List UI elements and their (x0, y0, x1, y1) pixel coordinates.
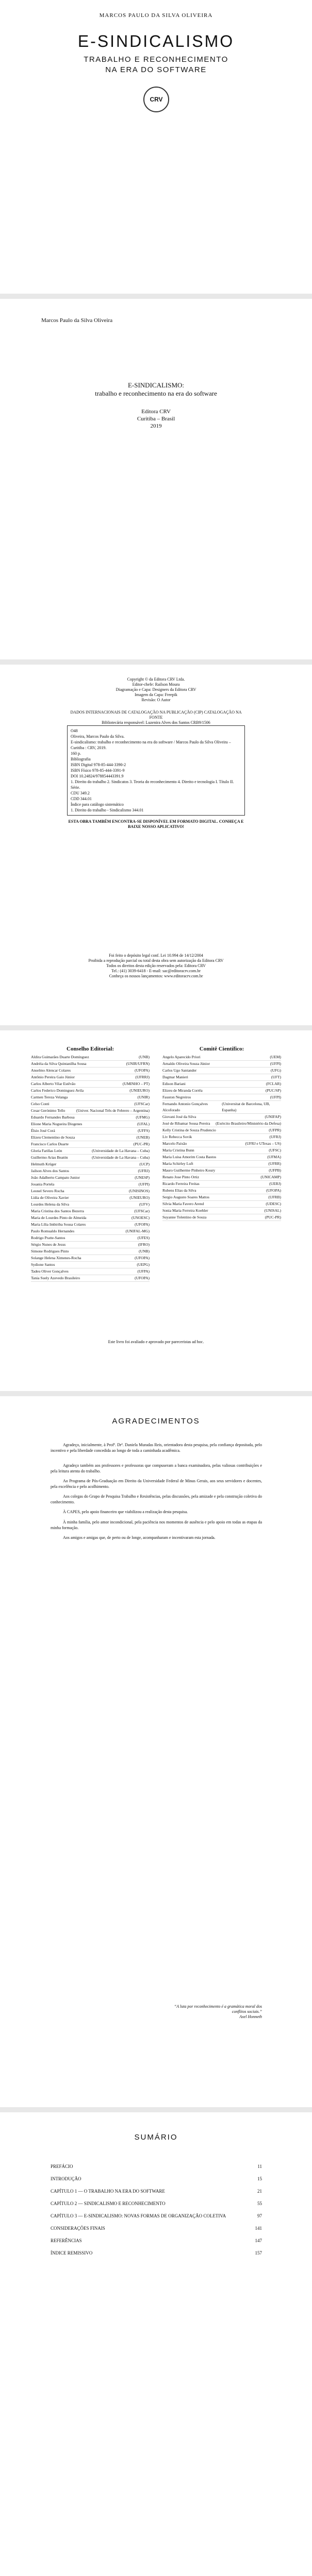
council-member-row (31, 1228, 150, 1235)
council-member-row (31, 1061, 150, 1067)
toc-entry[interactable] (51, 2201, 262, 2207)
cip-line: CDD 344.01 (71, 796, 92, 801)
council-member-name: Maria Lília Imbiriba Sousa Colares (31, 1222, 86, 1227)
council-member-row (31, 1067, 150, 1074)
epigraph-text: “A luta por reconhecimento é a gramática moral dos conflitos sociais.” (174, 2004, 262, 2014)
council-member-name: Suyanne Tolentino de Souza (162, 1215, 207, 1219)
council-member-name: Anselmo Alencar Colares (31, 1068, 71, 1073)
scientific-committee (162, 1046, 281, 1221)
acknowledgements-paragraph: À minha família, pelo amor incondicional, pela paciência nos momentos de ausência e pelo apoio em todas as etapas da minha formação. (51, 1520, 262, 1530)
council-member-row (162, 1088, 281, 1094)
cip-line: Bibliografia (71, 757, 91, 761)
council-member-affiliation: (UFAL) (137, 1122, 150, 1126)
cover-author: MARCOS PAULO DA SILVA OLIVEIRA (99, 12, 213, 19)
council-member-affiliation: (UFES) (137, 1235, 150, 1240)
council-member-affiliation: (UFOPA) (135, 1222, 150, 1227)
council-member-row (162, 1074, 281, 1081)
council-member-row (31, 1222, 150, 1228)
half-title-subtitle: trabalho e reconhecimento na era do software (95, 389, 217, 397)
council-member-affiliation: (UFPB) (269, 1168, 281, 1173)
council-member-name: Élsio José Corá (31, 1128, 55, 1133)
council-member-row (31, 1201, 150, 1208)
council-member-affiliation: (UFOPA) (135, 1256, 150, 1260)
council-member-name: Carlos Alberto Vilar Estêvão (31, 1081, 76, 1086)
council-member-row (31, 1088, 150, 1094)
cip-line: DOI 10.24824/978854443391.9 (71, 774, 124, 778)
council-member-row (31, 1108, 150, 1114)
page-separator (0, 1391, 312, 1396)
council-member-name: Carlos Ugo Santander (162, 1068, 197, 1073)
editorial-council-title: Conselho Editorial: (67, 1046, 114, 1052)
council-member-row (31, 1248, 150, 1255)
councils-page (0, 1030, 312, 1391)
council-member-affiliation: (UCP) (139, 1162, 150, 1166)
council-member-row (31, 1175, 150, 1181)
toc-entry-page: 157 (255, 2250, 262, 2256)
editorial-council (31, 1046, 150, 1282)
council-member-name: Aldira Guimarães Duarte Domínguez (31, 1055, 89, 1059)
council-member-affiliation: (UNIFAL-MG) (125, 1229, 150, 1233)
toc-entry-page: 11 (257, 2164, 262, 2169)
toc-entry[interactable] (51, 2189, 262, 2194)
council-member-name: Solange Helena Ximenes-Rocha (31, 1256, 81, 1260)
council-member-affiliation: (UNISINOS) (129, 1189, 150, 1193)
half-title-publisher-block (0, 408, 312, 430)
acknowledgements-paragraph: Agradeço, inicialmente, à Profª. Drª. Daniela Muradas Reis, orientadora desta pesquisa, pela confiança depositada, pelo incentivo e pela liberdade concedida ao longo de toda a caminhada acadêmica. (51, 1443, 262, 1453)
council-member-row (162, 1167, 281, 1174)
council-member-name: Lídia de Oliveira Xavier (31, 1195, 69, 1200)
council-member-name: Eduardo Fernandes Barbosa (31, 1115, 75, 1120)
peer-review-note: Este livro foi avaliado e aprovado por pareceristas ad hoc. (108, 1340, 204, 1344)
council-member-affiliation: (UNESP) (135, 1175, 150, 1180)
council-member-name: Marcelo Paixão (162, 1141, 187, 1146)
publisher-name: Editora CRV (141, 409, 171, 415)
council-member-affiliation: (UFOPA) (266, 1188, 281, 1193)
council-member-name: Simone Rodrigues Pinto (31, 1249, 69, 1253)
council-member-name: Francisco Carlos Duarte (31, 1142, 69, 1146)
cover-page (0, 0, 312, 294)
council-member-row (162, 1061, 281, 1067)
council-member-row (31, 1101, 150, 1108)
council-member-row (31, 1255, 150, 1262)
epigraph (170, 2004, 262, 2020)
council-member-affiliation: (FCLAR) (266, 1081, 281, 1086)
council-member-row (31, 1155, 150, 1161)
half-title-author: Marcos Paulo da Silva Oliveira (41, 317, 113, 324)
legal-line: Proibida a reprodução parcial ou total desta obra sem autorização da Editora CRV (88, 958, 224, 963)
council-member-row (31, 1094, 150, 1101)
toc-entry-label: INTRODUÇÃO (51, 2176, 81, 2181)
council-member-name: Paulo Romualdo Hernandes (31, 1229, 75, 1233)
council-member-row (31, 1081, 150, 1088)
acknowledgements-paragraph: Aos colegas do Grupo de Pesquisa Trabalho e Resistências, pelas discussões, pela amizade e pela construção coletiva do conhecimento. (51, 1494, 262, 1504)
council-member-row (31, 1181, 150, 1188)
council-member-affiliation: (UFPI) (270, 1095, 281, 1099)
council-member-affiliation: (UFRJ) (269, 1134, 281, 1139)
toc-entry-label: CAPÍTULO 1 — O TRABALHO NA ERA DO SOFTWARE (51, 2189, 165, 2194)
acknowledgements-paragraph: Ao Programa de Pós-Graduação em Direito da Universidade Federal de Minas Gerais, aos seus servidores e docentes, pela excelência e pelo acolhimento. (51, 1479, 262, 1489)
page-separator (0, 2107, 312, 2112)
council-member-row (31, 1121, 150, 1128)
council-member-name: Maria Schirley Luft (162, 1161, 193, 1166)
council-member-affiliation: (UFRR) (268, 1161, 281, 1166)
council-member-row (31, 1262, 150, 1268)
cip-line: O48 (71, 728, 78, 733)
cover-subtitle-line-2: NA ERA DO SOFTWARE (105, 65, 207, 74)
credit-line: Imagem da Capa: Freepik (135, 692, 177, 697)
council-member-name: Sérgio Nunes de Jesus (31, 1242, 66, 1247)
cip-heading (67, 710, 245, 725)
cip-line: 160 p. (71, 751, 81, 756)
council-member-name: Leonel Severo Rocha (31, 1189, 64, 1193)
council-member-row (31, 1148, 150, 1155)
council-member-row (162, 1188, 281, 1194)
credit-line: Diagramação e Capa: Designers da Editora CRV (116, 687, 196, 692)
council-member-affiliation: (Univer. Nacional Três de Febrero – Argentina) (76, 1108, 150, 1113)
cip-line: Oliveira, Marcos Paulo da Silva. (71, 734, 125, 739)
council-member-affiliation: (UFMA) (267, 1155, 281, 1159)
toc-entry[interactable] (51, 2238, 262, 2244)
council-member-affiliation: (UFPI) (138, 1182, 150, 1187)
council-member-name: José de Ribamar Sousa Pereira (162, 1121, 210, 1126)
council-member-row (162, 1114, 281, 1121)
council-member-row (31, 1141, 150, 1148)
council-member-row (162, 1067, 281, 1074)
council-member-affiliation: (UNB) (139, 1055, 150, 1059)
council-member-row (31, 1195, 150, 1201)
toc-entry[interactable] (51, 2213, 262, 2219)
council-member-row (162, 1194, 281, 1201)
council-member-affiliation: (UFSCar) (134, 1209, 150, 1213)
council-member-row (162, 1181, 281, 1188)
cip-librarian: Bibliotecária responsável: Luzenira Alves dos Santos CRB9/1506 (102, 720, 210, 725)
toc-entry[interactable] (51, 2176, 262, 2182)
council-member-affiliation: (UNIFAP) (265, 1114, 281, 1119)
council-member-row (162, 1121, 281, 1127)
council-member-name: Carmen Tereza Velanga (31, 1095, 68, 1099)
council-member-name: Jailson Alves dos Santos (31, 1168, 69, 1173)
cip-record-box (67, 725, 245, 816)
council-member-row (31, 1134, 150, 1141)
council-member-affiliation: (UFSCar) (134, 1101, 150, 1106)
publisher-city: Curitiba – Brasil (137, 416, 175, 422)
acknowledgements-title: AGRADECIMENTOS (112, 1417, 200, 1426)
council-member-name: Giovani José da Silva (162, 1114, 196, 1119)
toc-title: SUMÁRIO (134, 2133, 178, 2142)
council-member-affiliation: (UNIEURO) (129, 1088, 150, 1093)
council-member-row (31, 1161, 150, 1168)
legal-line: Todos os direitos desta edição reservados pela: Editora CRV (106, 963, 206, 968)
half-title-page (0, 299, 312, 659)
council-member-row (162, 1094, 281, 1101)
council-member-name: Helmuth Krüger (31, 1162, 57, 1166)
council-member-name: Liv Rebecca Sovik (162, 1134, 192, 1139)
council-member-affiliation: (UEPG) (137, 1262, 150, 1267)
toc-entry[interactable] (51, 2164, 262, 2170)
council-member-row (162, 1127, 281, 1134)
council-member-row (162, 1081, 281, 1088)
council-member-name: Josania Portela (31, 1182, 55, 1187)
publication-year: 2019 (150, 423, 162, 429)
toc-entry-label: REFERÊNCIAS (51, 2238, 82, 2243)
council-member-name: Lourdes Helena da Silva (31, 1202, 69, 1207)
council-member-name: Arnaldo Oliveira Souza Júnior (162, 1061, 210, 1066)
council-member-affiliation: (UFRB) (268, 1195, 281, 1199)
council-member-affiliation: (UFV) (139, 1202, 150, 1207)
cip-line: ISBN Físico 978-85-444-3391-9 (71, 768, 125, 773)
council-member-affiliation: (UNIR) (137, 1095, 150, 1099)
council-member-row (31, 1268, 150, 1275)
toc-entry[interactable] (51, 2226, 262, 2231)
council-member-name: Rubens Elias da Silva (162, 1188, 196, 1193)
publisher-logo: CRV (143, 87, 169, 112)
legal-footer (67, 953, 245, 979)
credit-line: Copyright © da Editora CRV Ltda. (127, 677, 185, 682)
toc-entry-label: PREFÁCIO (51, 2164, 73, 2169)
council-member-row (162, 1054, 281, 1061)
legal-line: Foi feito o depósito legal conf. Lei 10.994 de 14/12/2004 (109, 953, 203, 958)
council-member-row (31, 1168, 150, 1175)
council-member-row (162, 1154, 281, 1161)
cip-line: Índice para catálogo sistemático (71, 802, 124, 807)
council-member-affiliation: (UFRJ e UTexas – US) (245, 1141, 281, 1146)
council-member-affiliation: (UEM) (270, 1055, 281, 1059)
cip-heading-text: DADOS INTERNACIONAIS DE CATALOGAÇÃO NA PUBLICAÇÃO (CIP) CATALOGAÇÃO NA FONTE (70, 710, 242, 720)
council-member-name: Gloria Fariñas León (31, 1148, 62, 1153)
council-member-name: Sergio Augusto Soares Mattos (162, 1195, 209, 1199)
cip-line: CDU 349.2 (71, 791, 90, 795)
council-member-row (31, 1054, 150, 1061)
scientific-committee-list (162, 1054, 281, 1221)
acknowledgements-paragraph: À CAPES, pelo apoio financeiro que viabilizou a realização desta pesquisa. (63, 1510, 188, 1514)
council-member-name: Sonia Maria Ferreira Koehler (162, 1208, 208, 1213)
council-member-name: Maria de Lourdes Pinto de Almeida (31, 1215, 87, 1220)
cover-title: E-SINDICALISMO (77, 32, 235, 50)
council-member-affiliation: (Universidade de La Havana – Cuba) (92, 1148, 150, 1153)
council-member-affiliation: (UMINHO – PT) (122, 1081, 150, 1086)
council-member-name: Angelo Aparecido Priori (162, 1055, 201, 1059)
toc-entry-page: 141 (255, 2226, 262, 2231)
council-member-name: Maria Cristina Bunn (162, 1148, 194, 1153)
council-member-row (31, 1128, 150, 1134)
council-member-row (31, 1114, 150, 1121)
council-member-row (31, 1275, 150, 1282)
council-member-name: Elione Maria Nogueira Diogenes (31, 1122, 83, 1126)
council-member-name: Renato Jose Pinto Ortiz (162, 1175, 200, 1179)
council-member-name: Elizeu Clementino de Souza (31, 1135, 75, 1140)
council-member-affiliation: (Exército Brasileiro/Ministério da Defesa) (216, 1121, 281, 1126)
toc-entry-label: CAPÍTULO 3 — E-SINDICALISMO: NOVAS FORMAS DE ORGANIZAÇÃO COLETIVA (51, 2213, 226, 2218)
council-member-name: Mauro Guilherme Pinheiro Koury (162, 1168, 216, 1173)
council-member-row (162, 1147, 281, 1154)
cip-line: 1. Direito do trabalho 2. Sindicatos 3. Teoria do reconhecimento 4. Direito e tecnologia I. Título II. Série. (71, 779, 234, 790)
council-member-affiliation: (Universitat de Barcelona, UB, Espanha) (222, 1101, 270, 1112)
council-member-name: Maria Luisa Amorim Costa Bastos (162, 1155, 217, 1159)
council-member-affiliation: (UFOPA) (135, 1068, 150, 1073)
scientific-committee-title: Comitê Científico: (199, 1046, 244, 1052)
council-member-row (31, 1242, 150, 1248)
council-member-name: Andréia da Silva Quintanilha Sousa (31, 1061, 87, 1066)
cip-line: 1. Direito do trabalho - Sindicalismo 344.01 (71, 808, 144, 812)
credit-line: Revisão: O Autor (141, 698, 171, 702)
council-member-affiliation: (UNOESC) (132, 1215, 150, 1220)
council-member-affiliation: (IFRO) (138, 1242, 150, 1247)
council-member-affiliation: (UNICAMP) (260, 1175, 281, 1179)
council-member-affiliation: (UFPR) (269, 1128, 281, 1132)
toc-entry-label: ÍNDICE REMISSIVO (51, 2250, 93, 2256)
council-member-row (31, 1074, 150, 1081)
council-member-affiliation: (UERJ) (269, 1181, 281, 1186)
page-separator (0, 294, 312, 299)
editorial-council-list (31, 1054, 150, 1282)
council-member-affiliation: (UFT) (271, 1075, 281, 1079)
council-member-row (162, 1208, 281, 1214)
council-member-row (31, 1215, 150, 1222)
council-member-affiliation: (UFMG) (136, 1115, 150, 1120)
toc-entry-page: 15 (257, 2176, 262, 2181)
council-member-row (162, 1134, 281, 1141)
council-member-name: Tadeu Oliver Gonçalves (31, 1269, 69, 1274)
council-member-name: Sydione Santos (31, 1262, 55, 1267)
toc-entry[interactable] (51, 2250, 262, 2256)
council-member-name: Cesar Gerónimo Tello (31, 1108, 65, 1113)
council-member-affiliation: (UFPI) (270, 1061, 281, 1066)
page-separator (0, 659, 312, 665)
council-member-row (31, 1208, 150, 1215)
acknowledgements-paragraph: Agradeço também aos professores e professoras que compuseram a banca examinadora, pelas valiosas contribuições e pela leitura atenta do trabalho. (51, 1463, 262, 1473)
cover-subtitle (0, 55, 312, 75)
council-member-name: João Adalberto Campato Junior (31, 1175, 80, 1180)
council-member-name: Maria Cristina dos Santos Bezerra (31, 1209, 84, 1213)
toc-entry-page: 55 (257, 2201, 262, 2206)
council-member-row (31, 1188, 150, 1195)
council-member-affiliation: (UNEB) (136, 1135, 150, 1140)
council-member-row (162, 1174, 281, 1181)
council-member-name: Fauston Negreiros (162, 1095, 191, 1099)
toc-entry-page: 147 (255, 2238, 262, 2243)
council-member-affiliation: (UNB) (139, 1249, 150, 1253)
credit-line: Editor-chefe: Railson Moura (132, 682, 180, 687)
council-member-affiliation: (UDESC) (266, 1201, 281, 1206)
council-member-name: Silvia Maria Favero Arend (162, 1201, 204, 1206)
toc-entry-label: CAPÍTULO 2 — SINDICALISMO E RECONHECIMENTO (51, 2201, 166, 2206)
acknowledgements-paragraph: Aos amigos e amigas que, de perto ou de longe, acompanharam e incentivaram esta jornada. (63, 1535, 216, 1540)
council-member-row (162, 1141, 281, 1147)
council-member-name: Rodrigo Pratte-Santos (31, 1235, 65, 1240)
council-member-name: Elizeu de Miranda Corrêa (162, 1088, 203, 1093)
epigraph-author: Axel Honneth (239, 2014, 262, 2019)
council-member-name: Fernando Antonio Gonçalves Alcoforado (162, 1101, 208, 1112)
copyright-credits (67, 677, 245, 703)
council-member-row (162, 1101, 281, 1114)
council-member-name: Celso Conti (31, 1101, 50, 1106)
council-member-affiliation: (UNIR/UFRN) (126, 1061, 150, 1066)
page-separator (0, 1025, 312, 1030)
council-member-name: Guillermo Arias Beatón (31, 1155, 68, 1160)
council-member-affiliation: (UFFS) (138, 1128, 150, 1133)
council-member-affiliation: (UFRRJ) (135, 1075, 150, 1079)
acknowledgements-page (0, 1396, 312, 2107)
council-member-name: Kelly Cristina de Souza Prudencio (162, 1128, 216, 1132)
council-member-name: Edison Bariani (162, 1081, 186, 1086)
toc-entry-page: 21 (257, 2189, 262, 2194)
council-member-affiliation: (UFOPA) (135, 1276, 150, 1280)
council-member-affiliation: (PUC-PR) (133, 1142, 150, 1146)
council-member-affiliation: (UNISAL) (264, 1208, 281, 1213)
council-member-name: Antônio Pereira Gaio Júnior (31, 1075, 75, 1079)
table-of-contents-page (0, 2112, 312, 2576)
half-title-title (0, 381, 312, 398)
council-member-affiliation: (UFPA) (137, 1269, 150, 1274)
copyright-page (0, 665, 312, 1025)
council-member-row (162, 1214, 281, 1221)
council-member-name: Tania Suely Azevedo Brasileiro (31, 1276, 80, 1280)
toc-entry-page: 97 (257, 2213, 262, 2218)
cip-line: E-sindicalismo: trabalho e reconhecimento na era do software / Marcos Paulo da Silva Oliveira – Curitiba : CRV, 2019. (71, 740, 231, 750)
cip-line: ISBN Digital 978-85-444-3390-2 (71, 762, 126, 767)
council-member-name: Carlos Federico Dominguez Avila (31, 1088, 84, 1093)
council-member-row (162, 1161, 281, 1167)
half-title-main: E-SINDICALISMO: (127, 381, 185, 389)
council-member-affiliation: (UFG) (271, 1068, 281, 1073)
council-member-affiliation: (Universidade de La Havana – Cuba) (92, 1155, 150, 1160)
council-member-affiliation: (PUC-PR) (265, 1215, 281, 1219)
toc-entry-label: CONSIDERAÇÕES FINAIS (51, 2226, 105, 2231)
council-member-name: Ricardo Ferreira Freitas (162, 1181, 200, 1186)
council-member-affiliation: (PUC/SP) (265, 1088, 281, 1093)
council-member-affiliation: (UFSC) (269, 1148, 281, 1153)
legal-line: Conheça os nossos lançamentos: www.editoracrv.com.br (109, 974, 203, 978)
legal-line: Tel.: (41) 3039-6418 - E-mail: sac@editoracrv.com.br (111, 969, 201, 973)
council-member-row (162, 1201, 281, 1208)
cover-subtitle-line-1: TRABALHO E RECONHECIMENTO (84, 55, 228, 64)
council-member-affiliation: (UNIEURO) (129, 1195, 150, 1200)
digital-notice: ESTA OBRA TAMBÉM ENCONTRA-SE DISPONÍVEL EM FORMATO DIGITAL. CONHEÇA E BAIXE NOSSO APLICATIVO! (68, 819, 244, 829)
council-member-row (31, 1235, 150, 1242)
council-member-name: Dagmar Manieri (162, 1075, 188, 1079)
council-member-affiliation: (UFRJ) (138, 1168, 150, 1173)
